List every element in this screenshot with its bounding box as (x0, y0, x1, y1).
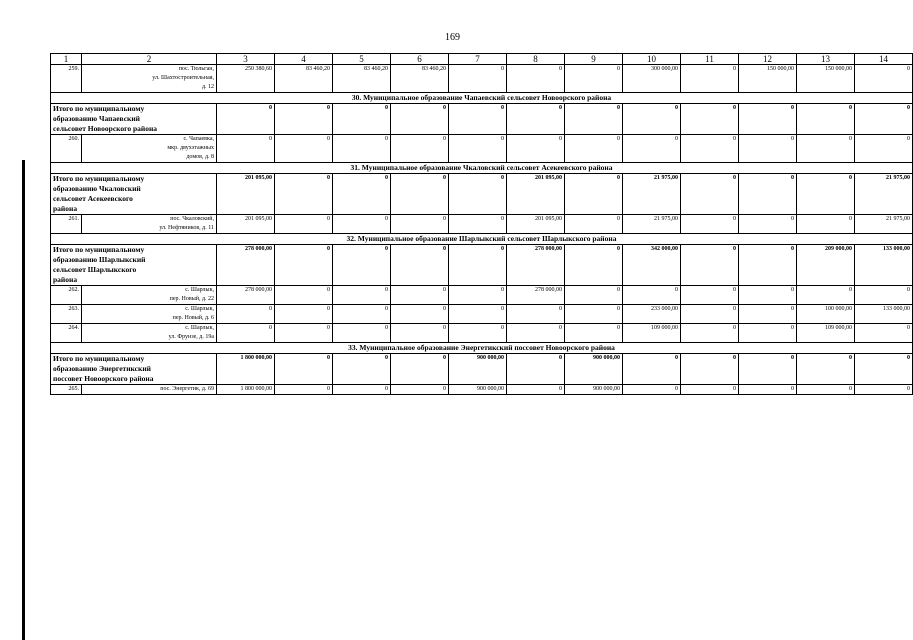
cell-value: 201 095,00 (217, 215, 275, 234)
cell-value: 0 (333, 135, 391, 163)
cell-value: 0 (507, 324, 565, 343)
row-address (82, 215, 217, 234)
cell-value: 0 (449, 65, 507, 93)
cell-value: 0 (449, 135, 507, 163)
cell-value: 133 000,00 (855, 305, 913, 324)
cell-value: 0 (275, 354, 333, 385)
cell-value: 0 (681, 104, 739, 135)
cell-value: 0 (797, 135, 855, 163)
table-body (51, 54, 913, 395)
cell-value: 0 (797, 286, 855, 305)
cell-value: 0 (855, 286, 913, 305)
cell-value: 0 (681, 324, 739, 343)
total-label-line: района (53, 275, 78, 284)
cell-value: 0 (623, 135, 681, 163)
cell-value: 0 (275, 215, 333, 234)
cell-value: 0 (565, 324, 623, 343)
cell-value: 0 (333, 385, 391, 395)
cell-value: 0 (333, 286, 391, 305)
cell-value: 0 (217, 324, 275, 343)
row-number: 259. (51, 65, 82, 93)
cell-value: 0 (797, 215, 855, 234)
table-row (51, 385, 913, 395)
cell-value: 0 (623, 286, 681, 305)
cell-value: 0 (275, 104, 333, 135)
cell-value: 0 (739, 245, 797, 286)
cell-value: 900 000,00 (449, 354, 507, 385)
total-label (51, 245, 217, 286)
address-line: ул. Фрунзе, д. 19а (168, 334, 214, 340)
total-label (51, 104, 217, 135)
cell-value: 201 095,00 (507, 215, 565, 234)
cell-value: 1 800 000,00 (217, 385, 275, 395)
section-row (51, 234, 913, 245)
cell-value: 0 (333, 245, 391, 286)
address-line: с. Шарлык, (185, 306, 214, 312)
cell-value: 0 (333, 305, 391, 324)
cell-value: 0 (333, 174, 391, 215)
address-line: с. Шарлык, (185, 325, 214, 331)
address-line: д. 12 (201, 84, 214, 90)
cell-value: 0 (681, 245, 739, 286)
address-line: пер. Новый, д. 6 (172, 315, 214, 321)
column-header: 5 (333, 54, 391, 65)
cell-value: 0 (391, 354, 449, 385)
cell-value: 0 (565, 135, 623, 163)
cell-value: 0 (565, 215, 623, 234)
section-title: 31. Муниципальное образование Чкаловский сельсовет Асекеевского района (51, 163, 913, 174)
section-row (51, 343, 913, 354)
cell-value: 0 (797, 354, 855, 385)
cell-value: 300 000,00 (623, 65, 681, 93)
cell-value: 0 (217, 104, 275, 135)
total-label-line: Итого по муниципальному (53, 245, 145, 254)
cell-value: 21 975,00 (855, 174, 913, 215)
cell-value: 1 800 000,00 (217, 354, 275, 385)
column-header: 7 (449, 54, 507, 65)
total-label-line: района (53, 204, 78, 213)
cell-value: 0 (681, 286, 739, 305)
cell-value: 250 380,60 (217, 65, 275, 93)
total-label (51, 354, 217, 385)
cell-value: 0 (623, 354, 681, 385)
column-header: 9 (565, 54, 623, 65)
cell-value: 133 000,00 (855, 245, 913, 286)
cell-value: 0 (739, 385, 797, 395)
row-address (82, 286, 217, 305)
section-title: 32. Муниципальное образование Шарлыкский сельсовет Шарлыкского района (51, 234, 913, 245)
cell-value: 900 000,00 (449, 385, 507, 395)
cell-value: 0 (681, 65, 739, 93)
cell-value: 0 (681, 354, 739, 385)
address-line: ул. Нефтяников, д. 11 (159, 225, 214, 231)
row-address (82, 65, 217, 93)
section-row (51, 163, 913, 174)
cell-value: 0 (623, 385, 681, 395)
scan-edge-line (22, 160, 25, 640)
cell-value: 0 (449, 305, 507, 324)
total-label-line: Итого по муниципальному (53, 354, 145, 363)
cell-value: 109 000,00 (623, 324, 681, 343)
row-address (82, 135, 217, 163)
cell-value: 0 (565, 286, 623, 305)
cell-value: 0 (681, 135, 739, 163)
cell-value: 0 (391, 245, 449, 286)
cell-value: 0 (797, 385, 855, 395)
address-line: пос. Чкаловский, (170, 216, 214, 222)
cell-value: 0 (565, 245, 623, 286)
table-row (51, 286, 913, 305)
total-label-line: образованию Чапаевский (53, 114, 140, 123)
cell-value: 83 460,20 (391, 65, 449, 93)
cell-value: 0 (681, 215, 739, 234)
table-row (51, 135, 913, 163)
cell-value: 0 (681, 305, 739, 324)
cell-value: 21 975,00 (623, 174, 681, 215)
section-title: 30. Муниципальное образование Чапаевский сельсовет Новоорского района (51, 93, 913, 104)
cell-value: 0 (507, 135, 565, 163)
cell-value: 278 000,00 (217, 286, 275, 305)
cell-value: 0 (217, 305, 275, 324)
cell-value: 0 (681, 385, 739, 395)
cell-value: 0 (391, 324, 449, 343)
cell-value: 0 (449, 324, 507, 343)
page-number: 169 (445, 32, 460, 43)
cell-value: 0 (275, 286, 333, 305)
row-address (82, 324, 217, 343)
row-address (82, 305, 217, 324)
data-table (50, 53, 913, 395)
cell-value: 0 (681, 174, 739, 215)
cell-value: 109 000,00 (797, 324, 855, 343)
cell-value: 0 (275, 245, 333, 286)
address-line: ул. Шахтостроительная, (152, 75, 214, 81)
address-line: пер. Новый, д. 22 (169, 296, 214, 302)
cell-value: 0 (565, 65, 623, 93)
row-number: 265. (51, 385, 82, 395)
cell-value: 21 975,00 (855, 215, 913, 234)
cell-value: 0 (333, 324, 391, 343)
cell-value: 150 000,00 (739, 65, 797, 93)
total-row (51, 174, 913, 215)
cell-value: 233 000,00 (623, 305, 681, 324)
total-label-line: образованию Шарлыкский (53, 255, 146, 264)
row-address (82, 385, 217, 395)
table-row (51, 305, 913, 324)
total-label-line: Итого по муниципальному (53, 174, 145, 183)
cell-value: 0 (449, 174, 507, 215)
table-row (51, 324, 913, 343)
cell-value: 0 (565, 305, 623, 324)
cell-value: 0 (855, 65, 913, 93)
cell-value: 278 000,00 (507, 286, 565, 305)
cell-value: 0 (507, 305, 565, 324)
cell-value: 0 (797, 174, 855, 215)
cell-value: 0 (623, 104, 681, 135)
table-row (51, 65, 913, 93)
cell-value: 0 (391, 104, 449, 135)
cell-value: 100 000,00 (797, 305, 855, 324)
cell-value: 0 (855, 324, 913, 343)
cell-value: 0 (739, 104, 797, 135)
header-row (51, 54, 913, 65)
column-header: 12 (739, 54, 797, 65)
address-line: с. Чапаевка, (183, 136, 214, 142)
cell-value: 342 000,00 (623, 245, 681, 286)
cell-value: 0 (217, 135, 275, 163)
column-header: 3 (217, 54, 275, 65)
cell-value: 0 (739, 135, 797, 163)
cell-value: 0 (333, 215, 391, 234)
cell-value: 0 (391, 286, 449, 305)
total-label-line: образованию Чкаловский (53, 184, 141, 193)
cell-value: 209 000,00 (797, 245, 855, 286)
cell-value: 0 (855, 135, 913, 163)
cell-value: 0 (797, 104, 855, 135)
column-header: 11 (681, 54, 739, 65)
address-line: с. Шарлык, (185, 287, 214, 293)
cell-value: 0 (855, 104, 913, 135)
cell-value: 201 095,00 (217, 174, 275, 215)
cell-value: 0 (275, 385, 333, 395)
cell-value: 201 095,00 (507, 174, 565, 215)
cell-value: 0 (391, 135, 449, 163)
cell-value: 0 (275, 174, 333, 215)
cell-value: 0 (565, 104, 623, 135)
total-row (51, 245, 913, 286)
row-number: 262. (51, 286, 82, 305)
cell-value: 900 000,00 (565, 354, 623, 385)
cell-value: 0 (507, 65, 565, 93)
cell-value: 0 (739, 354, 797, 385)
column-header: 10 (623, 54, 681, 65)
table-row (51, 215, 913, 234)
cell-value: 0 (739, 174, 797, 215)
address-line: домов, д. 8 (186, 154, 214, 160)
cell-value: 0 (565, 174, 623, 215)
column-header: 1 (51, 54, 82, 65)
cell-value: 0 (449, 286, 507, 305)
cell-value: 0 (507, 104, 565, 135)
cell-value: 278 000,00 (217, 245, 275, 286)
column-header: 8 (507, 54, 565, 65)
column-header: 13 (797, 54, 855, 65)
total-row (51, 104, 913, 135)
cell-value: 150 000,00 (797, 65, 855, 93)
total-label-line: образованию Энергетикский (53, 364, 151, 373)
cell-value: 83 460,20 (333, 65, 391, 93)
column-header: 14 (855, 54, 913, 65)
column-header: 6 (391, 54, 449, 65)
row-number: 263. (51, 305, 82, 324)
row-number: 264. (51, 324, 82, 343)
cell-value: 0 (449, 215, 507, 234)
column-header: 4 (275, 54, 333, 65)
cell-value: 0 (449, 104, 507, 135)
cell-value: 0 (333, 104, 391, 135)
cell-value: 0 (855, 385, 913, 395)
column-header: 2 (82, 54, 217, 65)
section-title: 33. Муниципальное образование Энергетикский поссовет Новоорского района (51, 343, 913, 354)
cell-value: 0 (507, 354, 565, 385)
total-label-line: сельсовет Шарлыкского (53, 265, 137, 274)
cell-value: 0 (275, 324, 333, 343)
cell-value: 0 (333, 354, 391, 385)
cell-value: 0 (275, 305, 333, 324)
cell-value: 0 (855, 354, 913, 385)
total-label-line: поссовет Новоорского района (53, 374, 154, 383)
total-label-line: Итого по муниципальному (53, 104, 145, 113)
cell-value: 21 975,00 (623, 215, 681, 234)
total-label-line: сельсовет Асекеевского (53, 194, 133, 203)
total-row (51, 354, 913, 385)
cell-value: 0 (391, 215, 449, 234)
cell-value: 0 (739, 215, 797, 234)
address-line: пос. Тюльган, (178, 66, 214, 72)
cell-value: 0 (739, 324, 797, 343)
cell-value: 278 000,00 (507, 245, 565, 286)
row-number: 260. (51, 135, 82, 163)
address-line: пос. Энергетик, д. 69 (160, 386, 214, 392)
cell-value: 0 (391, 385, 449, 395)
total-label (51, 174, 217, 215)
address-line: мкр. двухэтажных (167, 145, 214, 151)
cell-value: 0 (275, 135, 333, 163)
cell-value: 0 (391, 305, 449, 324)
row-number: 261. (51, 215, 82, 234)
cell-value: 0 (391, 174, 449, 215)
cell-value: 0 (507, 385, 565, 395)
cell-value: 0 (449, 245, 507, 286)
cell-value: 0 (739, 305, 797, 324)
section-row (51, 93, 913, 104)
cell-value: 900 000,00 (565, 385, 623, 395)
cell-value: 0 (739, 286, 797, 305)
cell-value: 83 460,20 (275, 65, 333, 93)
total-label-line: сельсовет Новоорского района (53, 124, 158, 133)
